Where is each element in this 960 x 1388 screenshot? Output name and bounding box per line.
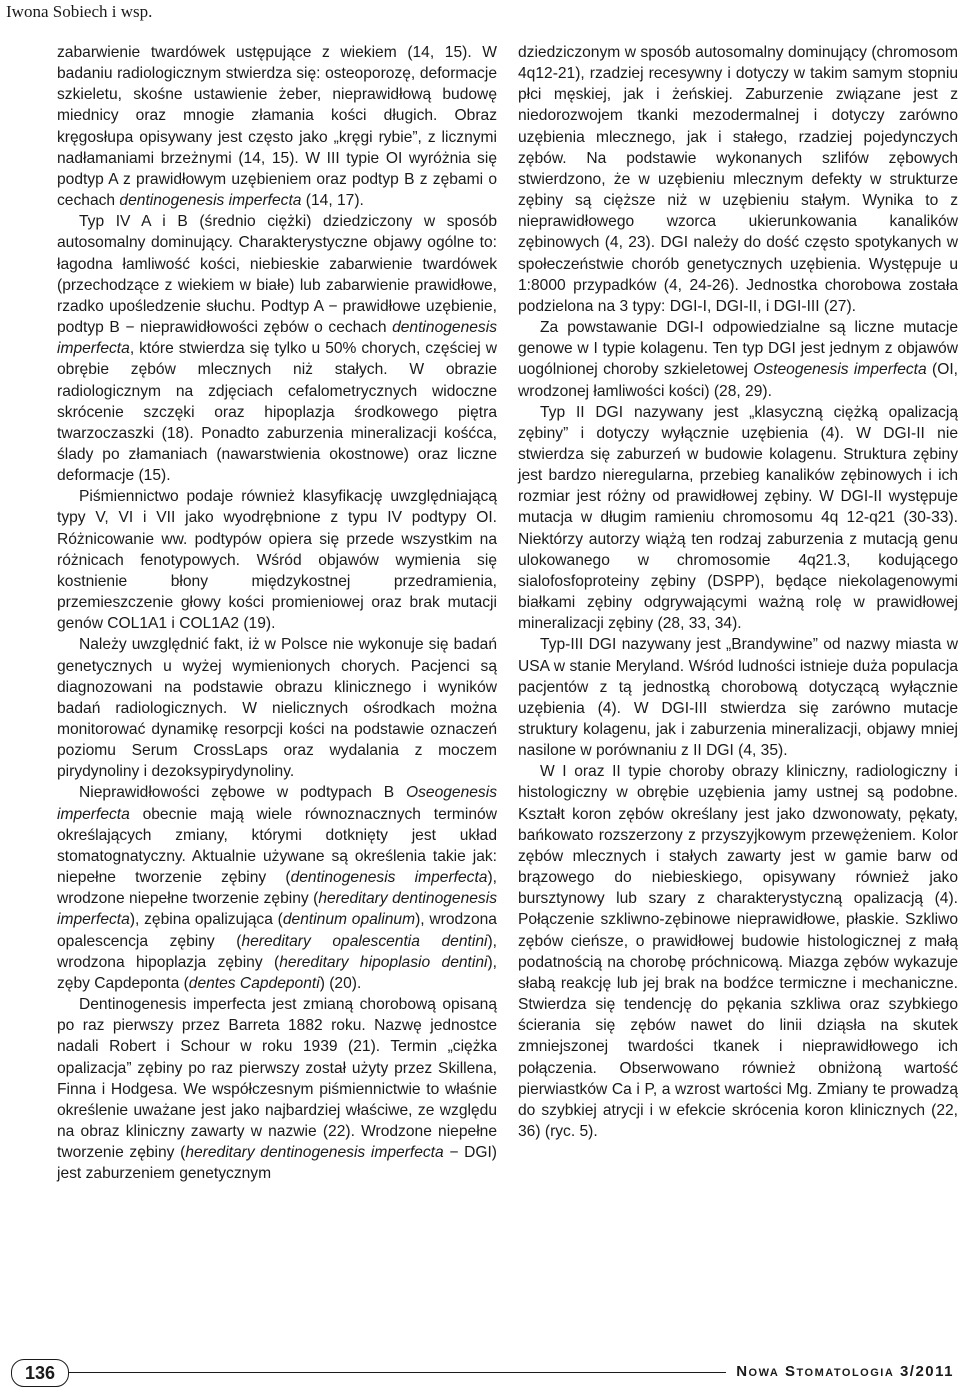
text-run: W I oraz II typie choroby obrazy kliniczny, radiologiczny i histologiczny w obrębie uzębienia jamy ustnej są podobne. Kształt koron zębów określany jest jako dzwonowaty, pękaty, bańkowato rozszerzony z przyszyjkowym przewężeniem. Kolor zębów mlecznych i stałych zawarty jest w gamie barw od brązowego do niebieskiego, opisywany również jako bursztynowy lub szary z charakterystyczną opalizacją (4). Połączenie szkliwno-zębinowe nieprawidłowe, płaskie. Szkliwo zębów cieńsze, o prawidłowej budowie histologicznej z małą podatnością na chorobę próchnicową. Miazga zębów wykazuje słabą reakcję lub jej brak na bodźce termiczne i mechaniczne. Stwierdza się tendencję do pękania szkliwa oraz szybkiego ścierania się zębów nawet do linii dziąsła na skutek zmniejszonej twardości tkanek i nieprawidłowego ich połączenia. Obserwowano również obniżoną wartość pierwiastków Ca i P, a wzrost wartości Mg. Zmiany te prowadzą do szybkiej atrycji i w efekcie skrócenia koron klinicznych (22, 36) (ryc. 5). [518, 763, 958, 1140]
text-run: Typ-III DGI nazywany jest „Brandywine” od nazwy miasta w USA w stanie Meryland. Wśród ludności istnieje duża populacja pacjentów z tą jednostką chorobową dotyczącą wyłącznie uzębienia (4). W DGI-III stwierdza się zarówno mutacje struktury kolagenu, jak i zaburzenia mineralizacji, objawy mniej nasilone w porównaniu z II DGI (4, 35). [518, 636, 958, 760]
paragraph [57, 42, 497, 211]
text-run: Typ IV A i B (średnio ciężki) dziedziczony w sposób autosomalny dominujący. Charakterystyczne objawy ogólne to: łagodna łamliwość kości, niebieskie zabarwienie twardówek (przechodzące z wiekiem w białe) lub zabarwienie prawidłowe, rzadko upośledzenie słuchu. Podtyp A − prawidłowe uzębienie, podtyp B − nieprawidłowości zębów o cechach [57, 213, 497, 337]
page-number: 136 [11, 1359, 69, 1387]
text-run: obecnie mają wiele równoznacznych terminów określających zmiany, którymi dotknięty jest układ stomatognatyczny. Aktualnie używane są określenia takie jak: niepełne tworzenie zębiny ( [57, 805, 497, 887]
paragraph [57, 634, 497, 782]
text-run: Za powstawanie DGI-I odpowiedzialne są liczne mutacje genowe w I typie kolagenu. Ten typ DGI jest jednym z objawów uogólnionej choroby szkieletowej [518, 319, 958, 379]
italic-term: hereditary hipoplasio dentini [279, 953, 488, 971]
paragraph [518, 761, 958, 1142]
right-column [518, 42, 958, 1142]
paragraph [518, 42, 958, 317]
italic-term: dentinogenesis imperfecta [57, 319, 497, 358]
paragraph [57, 994, 497, 1184]
paragraph [57, 486, 497, 634]
journal-name: Nowa Stomatologia 3/2011 [726, 1359, 954, 1385]
paragraph [57, 782, 497, 994]
italic-term: dentinogenesis imperfecta [119, 192, 302, 210]
text-run: (14, 17). [301, 192, 364, 210]
text-run: Typ II DGI nazywany jest „klasyczną ciężką opalizacją zębiny” i dotyczy wyłącznie uzębienia (4). W DGI-II nie stwierdza się zaburzeń w budowie kolagenu. Struktura zębiny jest bardzo nieregularna, przebieg kanalików zębinowych i ich rozmiar jest różny od prawidłowej zębiny. W DGI-II występuje mutacja w długim ramieniu chromosomu 4q 12-q21 (30-33). Niektórzy autorzy wiążą ten rodzaj zaburzenia z mutacją genu ulokowanego w chromosomie 4q21.3, kodującego sialofosfoproteiny zębiny (DSPP), będące niekolagenowymi białkami zębiny odgrywającymi ważną rolę w prawidłowej mineralizacji zębiny (28, 33, 34). [518, 403, 958, 633]
italic-term: hereditary dentinogenesis imperfecta [185, 1144, 444, 1162]
text-run: , które stwierdza się tylko u 50% chorych, częściej w obrębie zębów mlecznych niż stałych. W obrazie radiologicznym na zdjęciach cefalometrycznych widoczne skrócenie szczęki oraz hipoplazja środkowego piętra twarzoczaszki (18). Ponadto zaburzenia mineralizacji kośćca, ślady po złamaniach (nawarstwienia okostnowe) oraz liczne deformacje (15). [57, 340, 497, 485]
italic-term: dentes Capdeponti [188, 974, 320, 992]
italic-term: Oseogenesis imperfecta [57, 784, 497, 823]
italic-term: hereditary dentinogenesis imperfecta [57, 890, 497, 929]
text-run: Nieprawidłowości zębowe w podtypach B [79, 784, 406, 802]
text-run: zabarwienie twardówek ustępujące z wiekiem (14, 15). W badaniu radiologicznym stwierdza się: osteoporozę, deformacje szkieletu, skośne ustawienie żeber, nieprawidłową budowę miednicy oraz mnogie złamania kości długich. Obraz kręgosłupa opisywany jest często jako „kręgi rybie”, z licznymi nadłamaniami brzeżnymi (14, 15). W III typie OI wyróżnia się podtyp A z prawidłowym uzębieniem oraz podtyp B z zębami o cechach [57, 44, 497, 210]
text-run: ), wrodzone niepełne tworzenie zębiny ( [57, 869, 497, 908]
paragraph [518, 634, 958, 761]
text-run: Piśmiennictwo podaje również klasyfikację uwzględniającą typy V, VI i VII jako wyodrębnione z typu IV podtypy OI. Różnicowanie ww. podtypów opiera się przede wszystkim na różnicach fenotypowych. Wśród objawów wymienia się kostnienie błony międzykostnej przedramienia, przemieszczenie głowy kości promieniowej oraz brak mutacji genów COL1A1 i COL1A2 (19). [57, 488, 497, 633]
text-run: dziedziczonym w sposób autosomalny dominujący (chromosom 4q12-21), rzadziej recesywny i dotyczy w takim samym stopniu płci męskiej, jak i żeńskiej. Zaburzenie związane jest z niedorozwojem tkanki mezodermalnej i dotyczy zarówno uzębienia mlecznego, jak i stałego, rzadziej pojedynczych zębów. Na podstawie wykonanych szlifów zębowych stwierdzono, że w uzębieniu mlecznym defekty w strukturze zębiny są cięższe niż w uzębieniu stałym. Wynika to z nieprawidłowego wzorca ukierunkowania kanalików zębinowych (4, 23). DGI należy do dość często spotykanych w społeczeństwie chorób genetycznych uzębienia. Występuje u 1:8000 przypadków (4, 24-26). Jednostka chorobowa została podzielona na 3 typy: DGI-I, DGI-II, i DGI-III (27). [518, 44, 958, 315]
text-run: − DGI) jest zaburzeniem genetycznym [57, 1144, 497, 1183]
paragraph [518, 402, 958, 635]
text-run: ), wrodzona hipoplazja zębiny ( [57, 932, 497, 971]
text-run: ) (20). [319, 974, 362, 992]
running-head: Iwona Sobiech i wsp. [6, 2, 153, 21]
paragraph [57, 211, 497, 486]
left-column [57, 42, 497, 1184]
italic-term: dentinum opalinum [282, 911, 416, 929]
text-run: ), zębina opalizująca ( [129, 911, 283, 929]
text-run: ), wrodzona opalescencja zębiny ( [57, 911, 497, 950]
italic-term: Osteogenesis imperfecta [753, 361, 927, 379]
italic-term: hereditary opalescentia dentini [241, 932, 488, 950]
text-run: (OI, wrodzonej łamliwości kości) (28, 29). [518, 361, 958, 400]
paragraph [518, 317, 958, 402]
text-run: Dentinogenesis imperfecta jest zmianą chorobową opisaną po raz pierwszy przez Barreta 1882 roku. Nazwę jednostce nadali Robert i Schour w roku 1939 (21). Termin „ciężka opalizacja” zębiny po raz pierwszy został użyty przez Skillena, Finna i Hodgesa. We współczesnym piśmiennictwie to właśnie określenie uważane jest jako najbardziej właściwe, ze względu na obraz kliniczny zawarty w nazwie (22). Wrodzone niepełne tworzenie zębiny ( [57, 996, 497, 1162]
text-run: ), zęby Capdeponta ( [57, 953, 498, 992]
italic-term: dentinogenesis imperfecta [290, 869, 488, 887]
text-run: Należy uwzględnić fakt, iż w Polsce nie wykonuje się badań genetycznych u wyżej wymienionych chorych. Pacjenci są diagnozowani na podstawie obrazu klinicznego i wyników badań radiologicznych. W nielicznych ośrodkach można monitorować dynamikę resorpcji kości na podstawie oznaczeń poziomu Serum CrossLaps oraz wydalania z moczem pirydynoliny i dezoksypirydynoliny. [57, 636, 497, 781]
